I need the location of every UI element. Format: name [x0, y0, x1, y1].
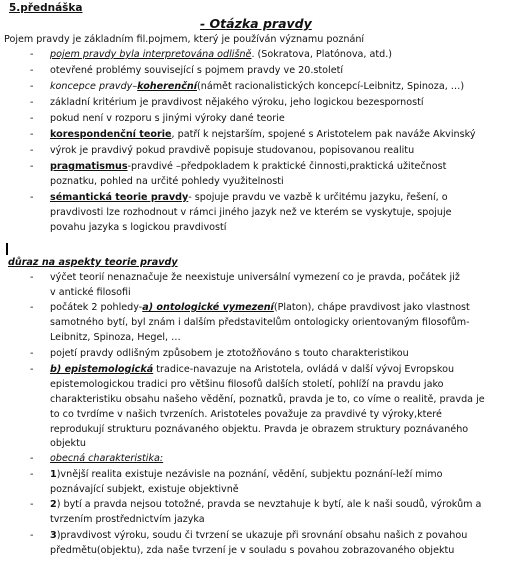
item-text: - spojuje pravdu ve vazbě k určitému jazyku, řešení, o	[188, 192, 448, 203]
item-number: 3	[50, 530, 57, 541]
item-number: 1	[50, 469, 57, 480]
bullet-dash: -	[30, 81, 34, 92]
item-emphasis: pojem pravdy byla interpretována odlišně	[50, 49, 252, 60]
list-item	[50, 129, 476, 141]
list-item-continuation: poznatku, pohled na určité pohledy využitelnosti	[50, 176, 284, 187]
item-keyword: korespondenční teorie	[50, 129, 172, 140]
bullet-dash: -	[30, 302, 34, 313]
list-item-continuation: reprodukují strukturu poznávaného objektu. Pravda je obrazem struktury poznávaného	[50, 424, 469, 435]
list-item: základní kritérium je pravdivost nějakého výroku, jeho logickou bezesporností	[50, 97, 424, 108]
bullet-dash: -	[30, 129, 34, 140]
list-item: obecná charakteristika:	[50, 453, 164, 464]
list-item-continuation: předmětu(objektu), zda naše tvrzení je v souladu s povahou zobrazovaného objektu	[50, 545, 455, 556]
bullet-dash: -	[30, 499, 34, 510]
bullet-dash: -	[30, 49, 34, 60]
item-text: počátek 2 pohledy-	[50, 302, 143, 313]
item-text: (námět racionalistických koncepcí-Leibnitz, Spinoza, …)	[197, 81, 465, 92]
item-number: 2	[50, 499, 57, 510]
bullet-dash: -	[30, 145, 34, 156]
list-item-continuation: epistemologickou tradici pro většinu filosofů dalších století, pohlíží na pravdu jako	[50, 379, 444, 390]
list-item-continuation: v antické filosofii	[50, 287, 131, 298]
list-item-continuation: charakteristiku obsahu našeho vědění, poznatků, pravda je to, co víme o realitě, pravda je	[50, 394, 485, 405]
bullet-dash: -	[30, 113, 34, 124]
list-item-continuation: Leibnitz, Spinoza, Hegel, …	[50, 332, 181, 343]
list-item-continuation: tvrzením prostřednictvím jazyka	[50, 514, 205, 525]
list-item-continuation: poznávající subjekt, existuje objektivně	[50, 484, 239, 495]
item-text: tradice-navazuje na Aristotela, ovládá v další vývoj Evropskou	[153, 364, 455, 375]
item-keyword: sémantická teorie pravdy	[50, 192, 189, 203]
item-keyword: koherenční	[137, 81, 197, 92]
item-text: , patří k nejstarším, spojené s Aristotelem pak naváže Akvinský	[171, 129, 476, 140]
bullet-dash: -	[30, 161, 34, 172]
list-item	[50, 161, 446, 173]
bullet-dash: -	[30, 348, 34, 359]
item-keyword: pragmatismus	[50, 161, 128, 172]
bullet-dash: -	[30, 97, 34, 108]
bullet-dash: -	[30, 272, 34, 283]
list-item	[50, 499, 481, 511]
intro-line: Pojem pravdy je základním fil.pojmem, který je používán významu poznání	[4, 34, 365, 45]
list-item	[50, 49, 392, 61]
bullet-dash: -	[30, 530, 34, 541]
item-text: (Platon), chápe pravdivost jako vlastnost	[273, 302, 470, 313]
list-item	[50, 81, 464, 93]
item-text: )vnější realita existuje nezávisle na poznání, vědění, subjektu poznání-leží mimo	[56, 469, 443, 480]
list-item-continuation: to co tvrdíme v našich tvrzeních. Aristoteles považuje za pravdivé ty výroky,které	[50, 409, 442, 420]
list-item-continuation: povahu jazyka s logickou pravdivostí	[50, 222, 227, 233]
bullet-dash: -	[30, 453, 34, 464]
item-text: ) bytí a pravda nejsou totožné, pravda se nevztahuje k bytí, ale k naši soudů, výrokům a	[56, 499, 482, 510]
item-emphasis: koncepce pravdy	[50, 81, 133, 92]
bullet-dash: -	[30, 364, 34, 375]
item-text: -pravdivé –předpokladem k praktické činnosti,praktická užitečnost	[127, 161, 447, 172]
bullet-dash: -	[30, 192, 34, 203]
section-heading: důraz na aspekty teorie pravdy	[8, 257, 178, 268]
list-item: výčet teorií nenaznačuje že neexistuje universální vymezení co je pravda, počátek již	[50, 272, 460, 283]
document-title: - Otázka pravdy	[200, 16, 312, 31]
bullet-dash: -	[30, 65, 34, 76]
list-item: pokud není v rozporu s jinými výroky dané teorie	[50, 113, 285, 124]
list-item	[50, 302, 470, 314]
list-item-continuation: pravdivosti lze rozhodnout v rámci jiného jazyk než ve kterém se vyskytuje, spojuje	[50, 207, 452, 218]
list-item	[50, 192, 448, 204]
list-item	[50, 469, 443, 481]
text-cursor	[6, 243, 8, 255]
lecture-heading: 5.přednáška	[9, 2, 83, 14]
list-item	[50, 364, 454, 376]
list-item-continuation: objektu	[50, 438, 86, 449]
list-item	[50, 530, 467, 542]
item-keyword: a) ontologické vymezení	[142, 302, 274, 313]
list-item: pojetí pravdy odlišným způsobem je ztotožňováno s touto charakteristikou	[50, 348, 409, 359]
list-item: výrok je pravdivý pokud pravdivě popisuje studovanou, popisovanou realitu	[50, 145, 415, 156]
item-text: . (Sokratova, Platónova, atd.)	[251, 49, 393, 60]
item-text: )pravdivost výroku, soudu či tvrzení se ukazuje při srovnání obsahu našich z povahou	[56, 530, 468, 541]
list-item: otevřené problémy související s pojmem pravdy ve 20.století	[50, 65, 344, 76]
item-text: –	[132, 81, 138, 92]
item-keyword: b) epistemologická	[50, 364, 154, 375]
list-item-continuation: samotného bytí, byl znám i dalším představitelům ontologicky orientovaným filosofům-	[50, 317, 470, 328]
bullet-dash: -	[30, 469, 34, 480]
